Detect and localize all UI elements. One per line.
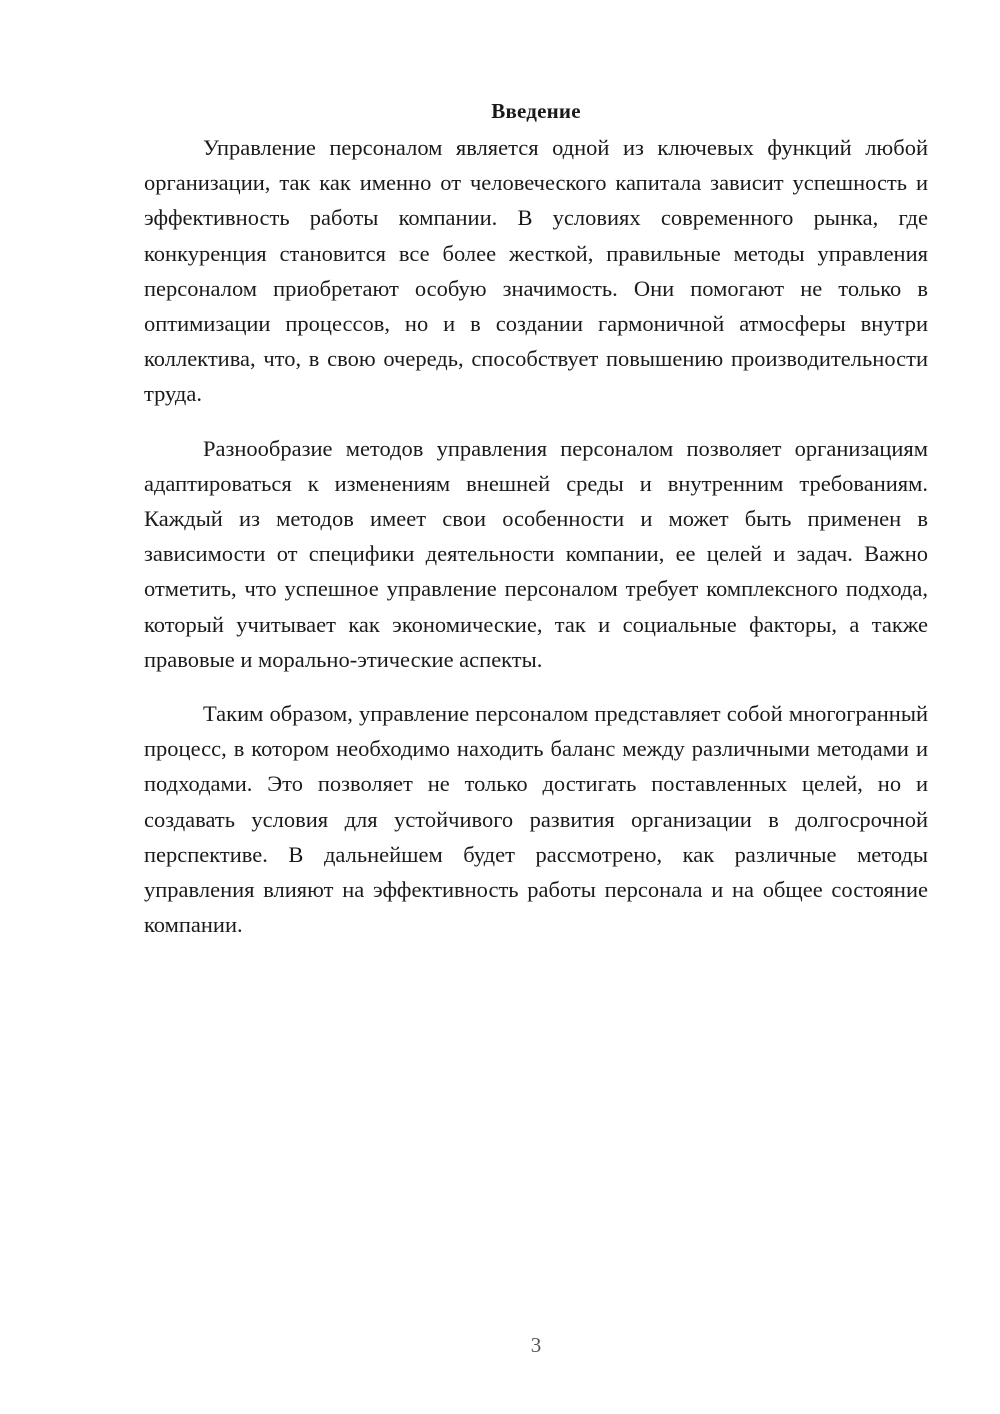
- section-title: Введение: [491, 99, 581, 123]
- page-content: [144, 96, 928, 961]
- paragraph-3: Таким образом, управление персоналом представляет собой многогранный процесс, в котором необходимо находить баланс между различными методами и подходами. Это позволяет не только достигать поставленных целей, но и создавать условия для устойчивого развития организации в долгосрочной перспективе. В дальнейшем будет рассмотрено, как различные методы управления влияют на эффективность работы персонала и на общее состояние компании.: [144, 701, 928, 938]
- paragraph-2: Разнообразие методов управления персоналом позволяет организациям адаптироваться к изменениям внешней среды и внутренним требованиям. Каждый из методов имеет свои особенности и может быть применен в зависимости от специфики деятельности компании, ее целей и задач. Важно отметить, что успешное управление персоналом требует комплексного подхода, который учитывает как экономические, так и социальные факторы, а также правовые и морально-этические аспекты.: [144, 435, 928, 672]
- page-number: 3: [530, 1333, 542, 1357]
- paragraph-1: Управление персоналом является одной из ключевых функций любой организации, так как именно от человеческого капитала зависит успешность и эффективность работы компании. В условиях современного рынка, где конкуренция становится все более жесткой, правильные методы управления персоналом приобретают особую значимость. Они помогают не только в оптимизации процессов, но и в создании гармоничной атмосферы внутри коллектива, что, в свою очередь, способствует повышению производительности труда.: [144, 135, 928, 407]
